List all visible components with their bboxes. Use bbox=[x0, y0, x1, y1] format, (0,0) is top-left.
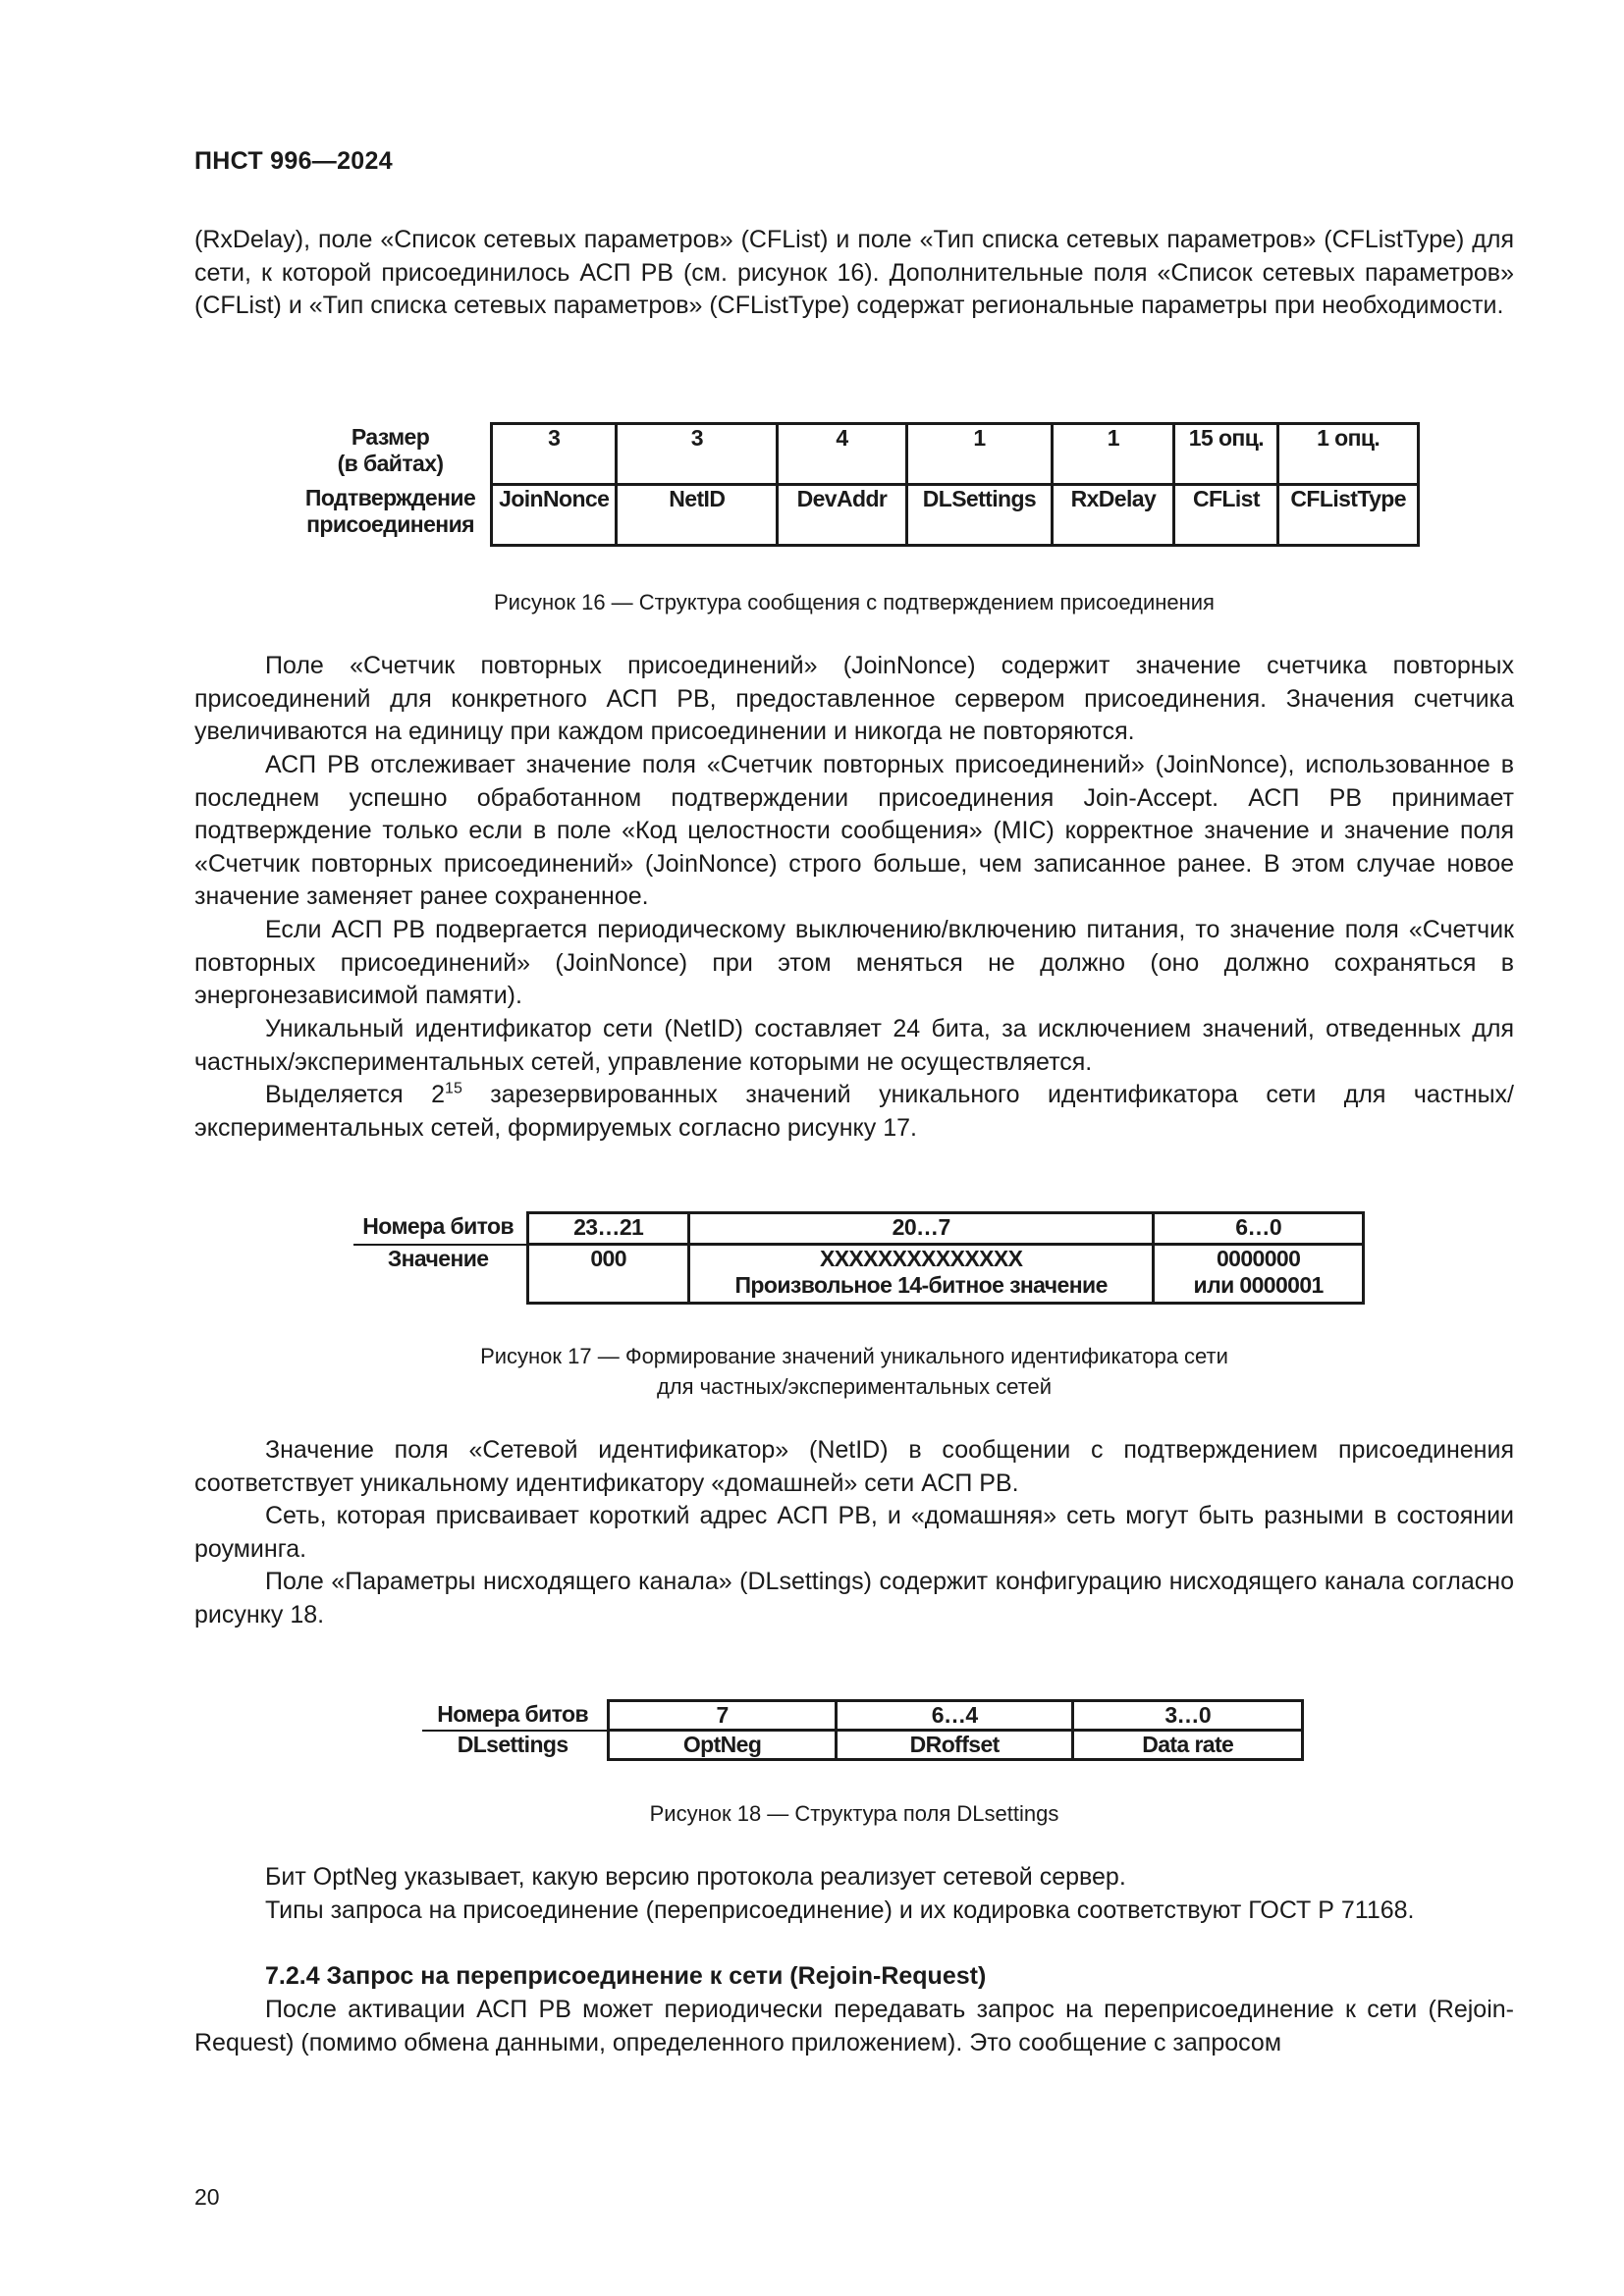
field-row-label-line1: Подтверждение bbox=[304, 484, 476, 510]
figure-17-table bbox=[353, 1211, 1365, 1305]
paragraph-joinnonce: Поле «Счетчик повторных присоединений» (JoinNonce) содержит значение счетчика повторных присоединений для конкретного АСП РВ, предоставленное сервером присоединения. Значения счетчика увеличиваются на единицу при каждом присоединении и никогда не повторяются. bbox=[194, 652, 1514, 745]
reserved-text-before: Выделяется 2 bbox=[265, 1081, 446, 1108]
figure-17-bits-row bbox=[353, 1213, 1364, 1245]
value-cell-line1: XXXXXXXXXXXXXX bbox=[819, 1246, 1023, 1271]
value-cell: 000 bbox=[528, 1245, 689, 1304]
size-cell: 15 опц. bbox=[1174, 424, 1278, 485]
bits-row-label: Номера битов bbox=[353, 1213, 528, 1245]
field-cell: DLSettings bbox=[906, 485, 1053, 546]
figure-18-field-row bbox=[422, 1731, 1303, 1760]
figure-17-value-row bbox=[353, 1245, 1364, 1304]
field-row-label bbox=[295, 485, 492, 546]
paragraph-roaming: Сеть, которая присваивает короткий адрес АСП РВ, и «домашняя» сеть могут быть разными в состоянии роуминга. bbox=[194, 1502, 1514, 1563]
bits-cell: 3…0 bbox=[1073, 1701, 1303, 1731]
paragraph-power-cycle: Если АСП РВ подвергается периодическому выключению/включению питания, то значение поля «Счетчик повторных присоединений» (JoinNonce) при этом меняться не должно (оно должно сохраняться в энергонезависимой памяти). bbox=[194, 916, 1514, 1009]
field-row-label-line2: присоединения bbox=[306, 510, 474, 537]
paragraph-optneg: Бит OptNeg указывает, какую версию протокола реализует сетевой сервер. bbox=[265, 1863, 1126, 1891]
section-heading: 7.2.4 Запрос на переприсоединение к сети (Rejoin-Request) bbox=[265, 1962, 987, 1990]
value-cell-line2: Произвольное 14-битное значение bbox=[734, 1272, 1108, 1298]
paragraph-netid: Уникальный идентификатор сети (NetID) составляет 24 бита, за исключением значений, отведенных для частных/экспериментальных сетей, управление которыми не осуществляется. bbox=[194, 1015, 1514, 1076]
field-cell: DevAddr bbox=[778, 485, 906, 546]
field-cell: JoinNonce bbox=[492, 485, 617, 546]
page-number: 20 bbox=[194, 2184, 220, 2210]
field-cell: CFListType bbox=[1278, 485, 1419, 546]
field-cell: DRoffset bbox=[836, 1731, 1073, 1760]
bits-cell: 6…0 bbox=[1154, 1213, 1364, 1245]
size-row-label-line1: Размер bbox=[351, 423, 430, 450]
field-cell: Data rate bbox=[1073, 1731, 1303, 1760]
intro-paragraph: (RxDelay), поле «Список сетевых параметров» (CFList) и поле «Тип списка сетевых параметров» (CFListType) для сети, к которой присоединилось АСП РВ (см. рисунок 16). Дополнительные поля «Список сетевых параметров» (CFList) и «Тип списка сетевых параметров» (CFListType) содержат региональные параметры при необходимости. bbox=[194, 226, 1514, 319]
field-cell: NetID bbox=[617, 485, 778, 546]
bits-cell: 23…21 bbox=[528, 1213, 689, 1245]
reserved-text-after: зарезервированных значений уникального идентификатора сети для частных/экспериментальных сетей, формируемых согласно рисунку 17. bbox=[194, 1081, 1514, 1142]
field-row-label: DLsettings bbox=[457, 1731, 568, 1757]
bits-cell: 7 bbox=[609, 1701, 837, 1731]
field-cell: OptNeg bbox=[609, 1731, 837, 1760]
paragraph-rejoin: После активации АСП РВ может периодически передавать запрос на переприсоединение к сети (Rejoin-Request) (помимо обмена данными, определенного приложением). Это сообщение с запросом bbox=[194, 1996, 1514, 2056]
document-header: ПНСТ 996—2024 bbox=[194, 147, 393, 175]
value-row-label: Значение bbox=[387, 1245, 489, 1271]
figure-16-size-row bbox=[295, 424, 1419, 485]
value-cell-line1: 0000000 bbox=[1216, 1246, 1301, 1271]
figure-18-table bbox=[422, 1699, 1304, 1761]
size-row-label-line2: (в байтах) bbox=[337, 450, 444, 476]
value-cell bbox=[1154, 1245, 1364, 1304]
size-cell: 3 bbox=[492, 424, 617, 485]
figure-16-table bbox=[295, 422, 1420, 547]
paragraph-dlsettings: Поле «Параметры нисходящего канала» (DLsettings) содержит конфигурацию нисходящего канала согласно рисунку 18. bbox=[194, 1568, 1514, 1629]
paragraph-home-network: Значение поля «Сетевой идентификатор» (NetID) в сообщении с подтверждением присоединения соответствует уникальному идентификатору «домашней» сети АСП РВ. bbox=[194, 1436, 1514, 1497]
size-cell: 4 bbox=[778, 424, 906, 485]
reserved-exponent: 15 bbox=[445, 1080, 462, 1097]
paragraph-joinnonce-tracking: АСП РВ отслеживает значение поля «Счетчик повторных присоединений» (JoinNonce), использованное в последнем успешно обработанном подтверждении присоединения Join-Accept. АСП РВ принимает подтверждение только если в поле «Код целостности сообщения» (MIC) корректное значение и значение поля «Счетчик повторных присоединений» (JoinNonce) строго больше, чем записанное ранее. В этом случае новое значение заменяет ранее сохраненное. bbox=[194, 751, 1514, 910]
bits-cell: 6…4 bbox=[836, 1701, 1073, 1731]
size-cell: 1 bbox=[1053, 424, 1174, 485]
bits-row-label: Номера битов bbox=[422, 1701, 609, 1731]
bits-cell: 20…7 bbox=[689, 1213, 1154, 1245]
field-cell: CFList bbox=[1174, 485, 1278, 546]
figure-16-caption: Рисунок 16 — Структура сообщения с подтверждением присоединения bbox=[494, 590, 1215, 614]
figure-17-caption-line1: Рисунок 17 — Формирование значений уникального идентификатора сети bbox=[480, 1344, 1228, 1368]
figure-18-caption: Рисунок 18 — Структура поля DLsettings bbox=[649, 1801, 1059, 1826]
field-cell: RxDelay bbox=[1053, 485, 1174, 546]
figure-16-field-row bbox=[295, 485, 1419, 546]
figure-17-caption-line2: для частных/экспериментальных сетей bbox=[656, 1374, 1053, 1399]
value-cell bbox=[689, 1245, 1154, 1304]
value-cell-line2: или 0000001 bbox=[1193, 1272, 1324, 1298]
size-cell: 3 bbox=[617, 424, 778, 485]
paragraph-request-types: Типы запроса на присоединение (переприсоединение) и их кодировка соответствуют ГОСТ Р 71168. bbox=[265, 1896, 1415, 1924]
size-cell: 1 bbox=[906, 424, 1053, 485]
size-row-label bbox=[295, 424, 492, 485]
figure-17-caption bbox=[194, 1341, 1514, 1402]
size-cell: 1 опц. bbox=[1278, 424, 1419, 485]
figure-18-bits-row bbox=[422, 1701, 1303, 1731]
paragraph-reserved-values bbox=[194, 1079, 1514, 1145]
